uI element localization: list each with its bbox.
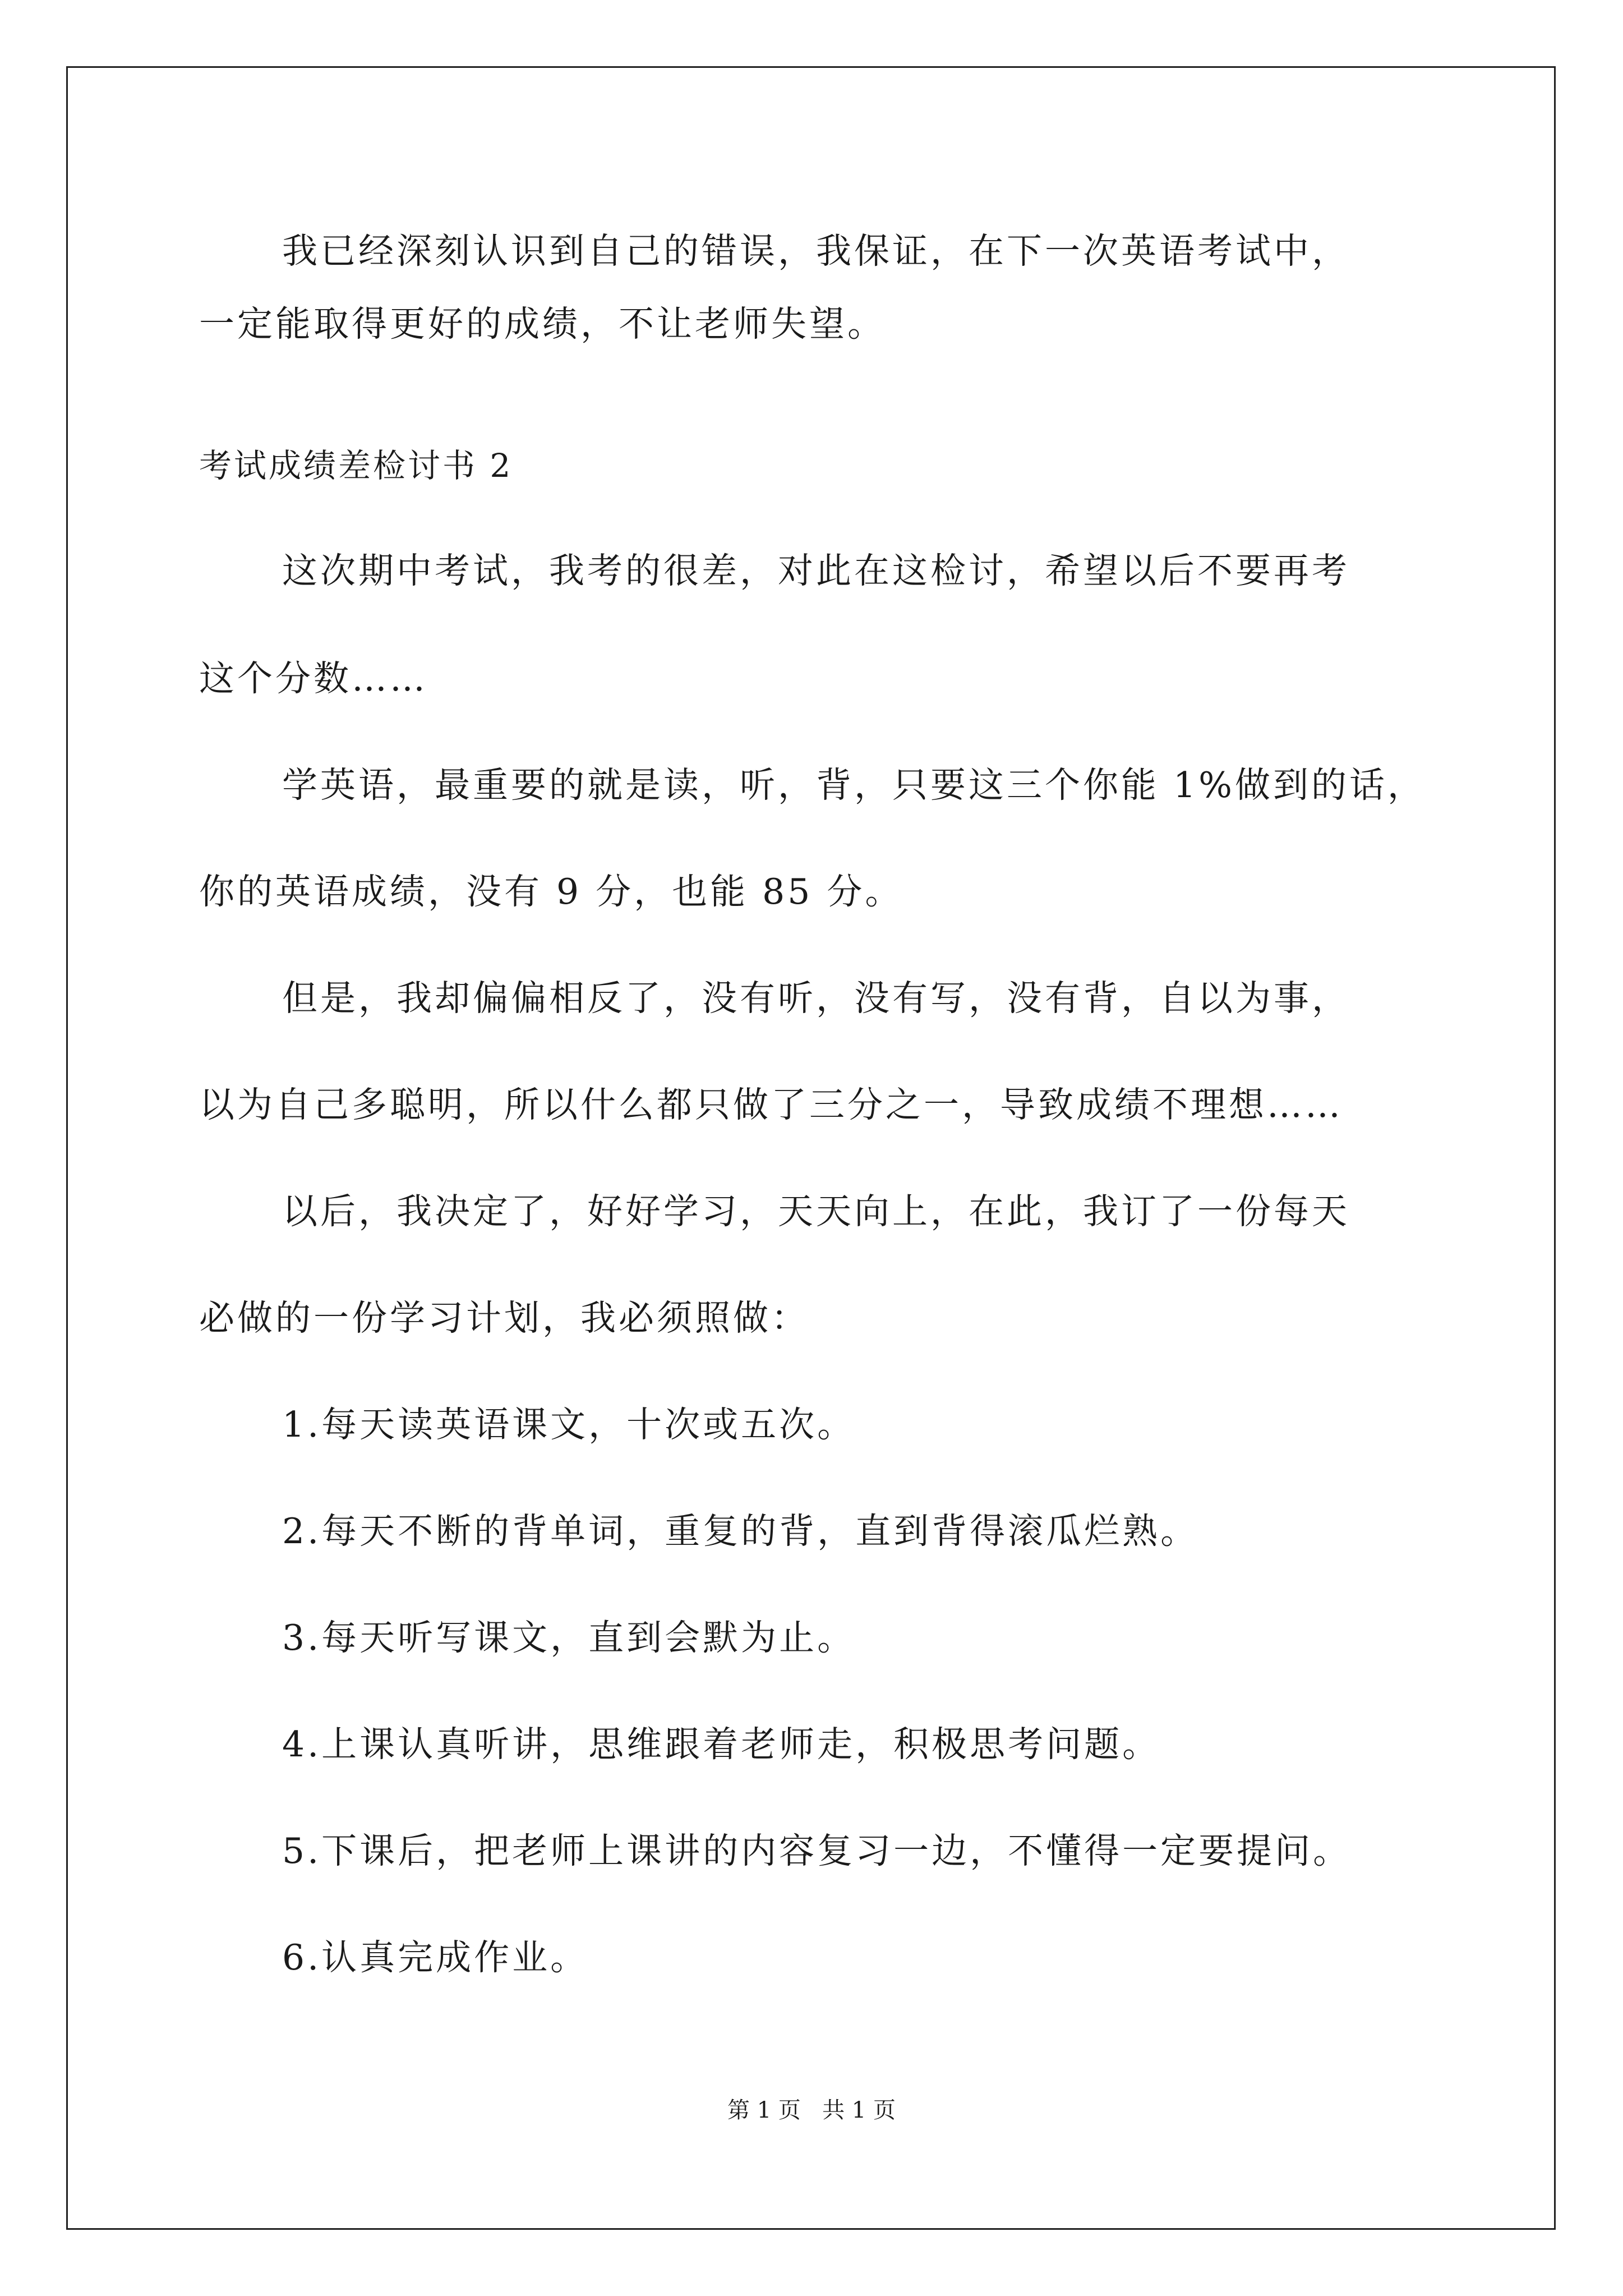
paragraph-line: 这次期中考试，我考的很差，对此在这检讨，希望以后不要再考 [282,550,1350,591]
paragraph-line: 必做的一份学习计划，我必须照做： [199,1297,809,1338]
list-item: 1.每天读英语课文，十次或五次。 [282,1404,856,1445]
list-item: 6.认真完成作业。 [282,1937,589,1978]
paragraph-line: 一定能取得更好的成绩，不让老师失望。 [199,303,886,344]
paragraph-line: 但是，我却偏偏相反了，没有听，没有写，没有背，自以为事， [282,978,1350,1019]
paragraph-line: 以后，我决定了，好好学习，天天向上，在此，我订了一份每天 [282,1191,1350,1232]
page-border [66,66,1556,2230]
paragraph-line: 学英语，最重要的就是读，听，背，只要这三个你能 1%做到的话， [282,765,1426,806]
page-number-footer: 第 1 页 共 1 页 [727,2097,896,2123]
paragraph-line: 以为自己多聪明，所以什么都只做了三分之一，导致成绩不理想…… [199,1084,1343,1125]
paragraph-line: 这个分数…… [199,658,428,699]
section-heading: 考试成绩差检讨书 2 [199,447,513,485]
list-item: 4.上课认真听讲，思维跟着老师走，积极思考问题。 [282,1724,1161,1765]
paragraph-line: 我已经深刻认识到自己的错误，我保证，在下一次英语考试中， [282,231,1350,272]
list-item: 3.每天听写课文，直到会默为止。 [282,1617,856,1658]
list-item: 2.每天不断的背单词，重复的背，直到背得滚瓜烂熟。 [282,1511,1199,1552]
list-item: 5.下课后，把老师上课讲的内容复习一边，不懂得一定要提问。 [282,1830,1352,1871]
paragraph-line: 你的英语成绩，没有 9 分，也能 85 分。 [199,871,903,912]
